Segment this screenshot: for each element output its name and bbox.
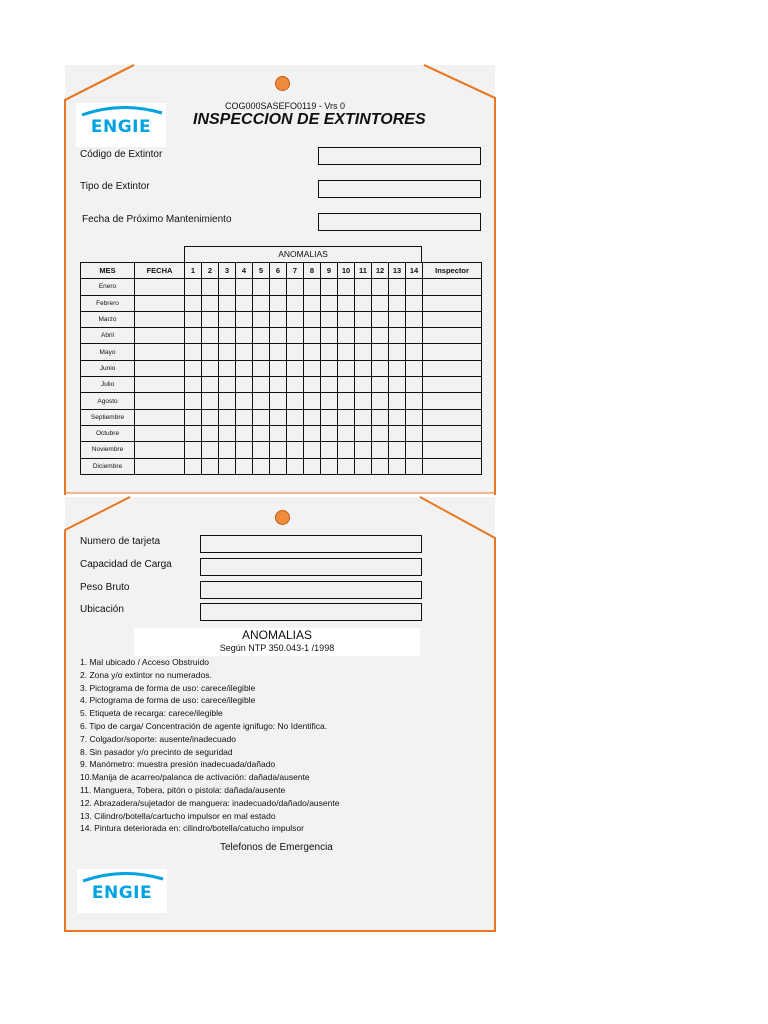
month-column-header: MES — [81, 263, 135, 279]
document-code: COG000SASEFO0119 - Vrs 0 — [225, 101, 346, 111]
anomalies-subtitle: Según NTP 350.043-1 /1998 — [219, 643, 335, 653]
month-cell: Enero — [81, 279, 135, 295]
tag-hole-icon — [275, 510, 290, 525]
month-cell: Febrero — [81, 295, 135, 311]
next-maintenance-label: Fecha de Próximo Mantenimiento — [82, 214, 232, 225]
anomaly-column-header: 12 — [372, 263, 389, 279]
anomaly-column-header: 3 — [219, 263, 236, 279]
card-number-label: Numero de tarjeta — [80, 536, 161, 547]
anomaly-column-header: 4 — [236, 263, 253, 279]
anomalies-list — [80, 656, 339, 835]
month-cell: Mayo — [81, 344, 135, 360]
anomalies-group-header: ANOMALIAS — [184, 246, 422, 263]
anomaly-item: 3. Pictograma de forma de uso: carece/ilegible — [80, 682, 256, 693]
extinguisher-code-label: Código de Extintor — [80, 149, 163, 160]
page-title: INSPECCION DE EXTINTORES — [193, 111, 426, 128]
anomaly-column-header: 5 — [253, 263, 270, 279]
anomaly-column-header: 10 — [338, 263, 355, 279]
engie-logo — [77, 869, 167, 913]
anomaly-column-header: 14 — [406, 263, 423, 279]
anomaly-column-header: 13 — [389, 263, 406, 279]
extinguisher-type-label: Tipo de Extintor — [80, 181, 150, 192]
gross-weight-label: Peso Bruto — [80, 582, 130, 593]
anomaly-column-header: 6 — [270, 263, 287, 279]
anomaly-column-header: 7 — [287, 263, 304, 279]
anomaly-item: 8. Sin pasador y/o precinto de seguridad — [80, 746, 233, 757]
month-cell: Agosto — [81, 393, 135, 409]
engie-logo-text: ENGIE — [91, 883, 153, 903]
month-cell: Noviembre — [81, 442, 135, 458]
anomaly-item: 10.Manija de acarreo/palanca de activación: dañada/ausente — [80, 772, 310, 783]
anomaly-column-header: 1 — [185, 263, 202, 279]
engie-logo-text: ENGIE — [90, 117, 152, 137]
anomaly-item: 14. Pintura deteriorada en: cilindro/botella/catucho impulsor — [80, 823, 304, 834]
location-field[interactable] — [200, 603, 422, 621]
month-cell: Julio — [81, 377, 135, 393]
month-cell: Marzo — [81, 311, 135, 327]
anomaly-column-header: 9 — [321, 263, 338, 279]
anomaly-item: 4. Pictograma de forma de uso: carece/ilegible — [80, 695, 256, 706]
load-capacity-field[interactable] — [200, 558, 422, 576]
month-cell: Septiembre — [81, 409, 135, 425]
month-cell: Diciembre — [81, 458, 135, 474]
gross-weight-field[interactable] — [200, 581, 422, 599]
month-cell: Abril — [81, 328, 135, 344]
emergency-phones-label: Telefonos de Emergencia — [220, 842, 333, 853]
date-column-header: FECHA — [135, 263, 185, 279]
anomalies-title: ANOMALIAS — [241, 628, 313, 642]
location-label: Ubicación — [80, 604, 124, 615]
anomaly-item: 7. Colgador/soporte: ausente/inadecuado — [80, 733, 236, 744]
load-capacity-label: Capacidad de Carga — [80, 559, 172, 570]
anomaly-item: 11. Manguera, Tobera, pitón o pistola: dañada/ausente — [80, 784, 286, 795]
anomaly-column-header: 11 — [355, 263, 372, 279]
anomalies-header — [134, 628, 420, 656]
anomaly-item: 13. Cilindro/botella/cartucho impulsor en mal estado — [80, 810, 276, 821]
month-cell: Octubre — [81, 425, 135, 441]
anomaly-item: 2. Zona y/o extintor no numerados. — [80, 669, 212, 680]
anomaly-item: 9. Manómetro: muestra presión inadecuada/dañado — [80, 759, 276, 770]
anomaly-item: 12. Abrazadera/sujetador de manguera: inadecuado/dañado/ausente — [80, 797, 340, 808]
anomaly-item: 5. Etiqueta de recarga: carece/ilegible — [80, 708, 223, 719]
anomaly-column-header: 2 — [202, 263, 219, 279]
month-cell: Junio — [81, 360, 135, 376]
anomaly-item: 6. Tipo de carga/ Concentración de agente ignifugo: No Identifica. — [80, 720, 328, 731]
anomaly-item: 1. Mal ubicado / Acceso Obstruido — [80, 657, 209, 667]
anomaly-column-header: 8 — [304, 263, 321, 279]
inspector-column-header: Inspector — [423, 263, 482, 279]
card-number-field[interactable] — [200, 535, 422, 553]
